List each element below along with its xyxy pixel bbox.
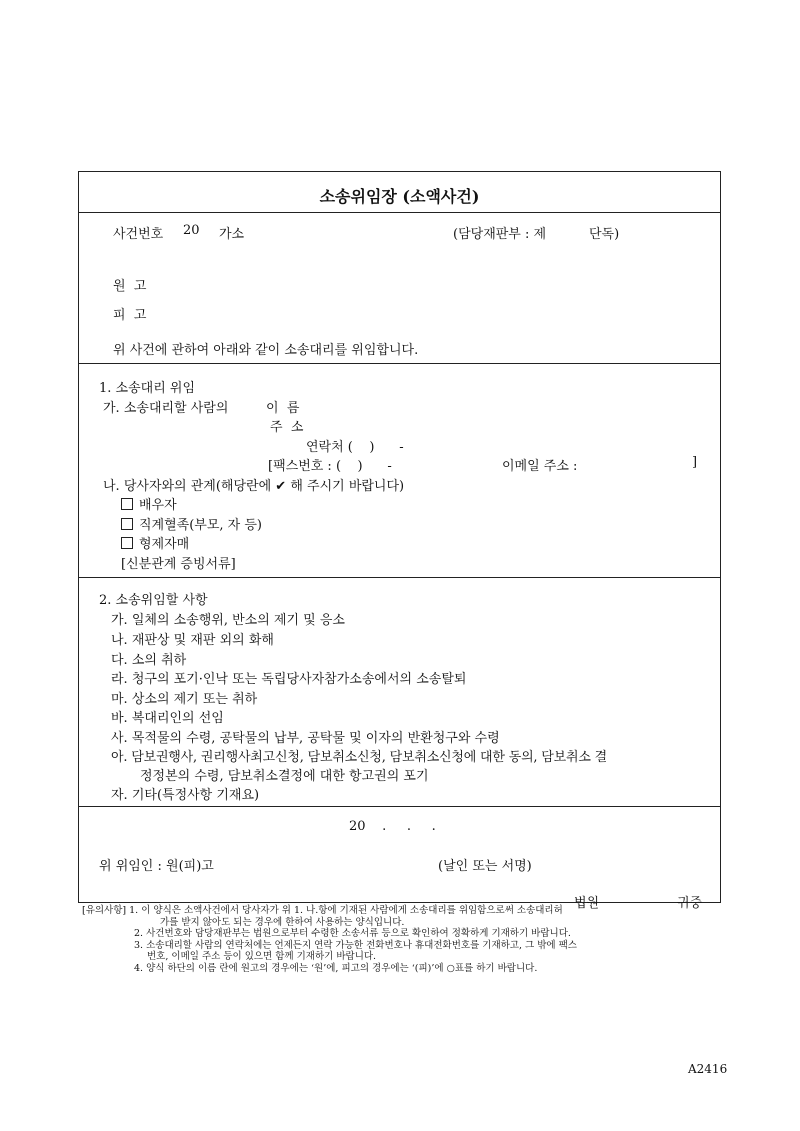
case-type: 가소 xyxy=(219,227,245,242)
option-label: 배우자 xyxy=(139,498,177,513)
agent-name-label: 이 름 xyxy=(266,401,300,416)
case-year-prefix: 20 xyxy=(183,223,200,238)
agent-email-label: 이메일 주소 : xyxy=(502,459,578,474)
defendant-label: 피 고 xyxy=(113,308,147,323)
mandate-item: 가. 일체의 소송행위, 반소의 제기 및 응소 xyxy=(111,613,345,628)
agent-email-close: ] xyxy=(692,455,698,470)
option-label: 직계혈족(부모, 자 등) xyxy=(139,518,263,533)
form-title: 소송위임장 (소액사건) xyxy=(319,187,480,206)
court-label: 법원 xyxy=(574,896,600,911)
form-code: A2416 xyxy=(688,1062,728,1076)
mandate-item: 자. 기타(특정사항 기재요) xyxy=(111,788,260,803)
sign-date: 20 . . . xyxy=(349,819,436,834)
relationship-option-spouse[interactable] xyxy=(121,494,177,513)
mandate-item-continued: 정정본의 수령, 담보취소결정에 대한 항고권의 포기 xyxy=(140,769,429,784)
case-number-label: 사건번호 xyxy=(113,227,164,242)
mandate-item: 다. 소의 취하 xyxy=(111,653,187,668)
section1-heading: 1. 소송대리 위임 xyxy=(99,381,196,396)
mandate-item: 라. 청구의 포기·인낙 또는 독립당사자참가소송에서의 소송탈퇴 xyxy=(111,672,467,687)
delegator-label: 위 위임인 : 원(피)고 xyxy=(99,859,214,874)
mandate-item: 마. 상소의 제기 또는 취하 xyxy=(111,692,258,707)
agent-contact-label: 연락처 ( ) - xyxy=(306,440,404,455)
checkbox[interactable] xyxy=(121,518,133,530)
note-line: [유의사항] 1. 이 양식은 소액사건에서 당사자가 위 1. 나.항에 기재된 사람에게 소송대리를 위임함으로써 소송대리허 xyxy=(82,905,563,916)
option-label: 형제자매 xyxy=(139,537,190,552)
note-line: 4. 양식 하단의 이름 란에 원고의 경우에는 ‘원’에, 피고의 경우에는 ‘(피)’에 ○표를 하기 바랍니다. xyxy=(134,962,538,974)
agent-fax-label: [팩스번호 : ( ) - xyxy=(268,459,392,474)
divider xyxy=(79,577,720,578)
relationship-option-lineal[interactable] xyxy=(121,514,262,533)
mandate-item: 사. 목적물의 수령, 공탁물의 납부, 공탁물 및 이자의 반환청구와 수령 xyxy=(111,731,500,746)
note-line: 번호, 이메일 주소 등이 있으면 함께 기재하기 바랍니다. xyxy=(147,951,377,962)
relationship-proof: [신분관계 증빙서류] xyxy=(121,557,236,572)
judge-single-label: 단독) xyxy=(589,227,620,242)
plaintiff-label: 원 고 xyxy=(113,279,147,294)
judge-dept-label: (담당재판부 : 제 xyxy=(453,227,547,242)
note-line: 가를 받지 않아도 되는 경우에 한하여 사용하는 양식입니다. xyxy=(160,916,405,928)
delegation-statement: 위 사건에 관하여 아래와 같이 소송대리를 위임합니다. xyxy=(113,343,419,358)
divider xyxy=(79,212,720,213)
checkbox[interactable] xyxy=(121,498,133,510)
note-line: 3. 소송대리할 사람의 연락처에는 언제든지 연락 가능한 전화번호나 휴대전화번호를 기재하고, 그 밖에 팩스 xyxy=(134,939,577,951)
notes xyxy=(82,905,732,974)
relationship-option-sibling[interactable] xyxy=(121,533,189,552)
recipient-label: 귀중 xyxy=(677,896,703,911)
relationship-label: 나. 당사자와의 관계(해당란에 ✔ 해 주시기 바랍니다) xyxy=(103,479,405,494)
divider xyxy=(79,363,720,364)
mandate-item: 아. 담보권행사, 권리행사최고신청, 담보취소신청, 담보취소신청에 대한 동의, 담보취소 결 xyxy=(111,750,608,765)
section2-heading: 2. 소송위임할 사항 xyxy=(99,593,208,608)
mandate-item: 바. 복대리인의 선임 xyxy=(111,711,224,726)
agent-label: 가. 소송대리할 사람의 xyxy=(103,401,229,416)
divider xyxy=(79,806,720,807)
note-line: 2. 사건번호와 담당재판부는 법원으로부터 수령한 소송서류 등으로 확인하여 정확하게 기재하기 바랍니다. xyxy=(134,928,571,939)
seal-or-signature: (날인 또는 서명) xyxy=(438,859,532,874)
mandate-item: 나. 재판상 및 재판 외의 화해 xyxy=(111,633,274,648)
agent-address-label: 주 소 xyxy=(270,420,304,435)
checkbox[interactable] xyxy=(121,537,133,549)
